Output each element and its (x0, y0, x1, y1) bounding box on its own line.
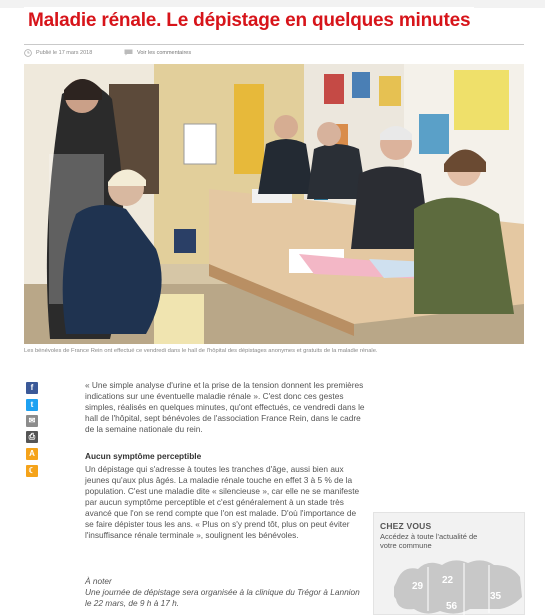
publish-label: Publié le (36, 50, 58, 56)
article-lead: « Une simple analyse d'urine et la prise de la tension donnent les premières indications sur une éventuelle maladie rénale ». C'est donc ces gestes simples, réalisés en quelques minutes, qu'ont effectués, ce vendredi dans le hall de l'hôpital, sept bénévoles de l'association France Rein, dans le cadre de la semaine nationale du rein. (85, 380, 365, 434)
chez-vous-widget[interactable] (373, 512, 525, 615)
comment-icon (124, 49, 133, 56)
map-label-56: 56 (446, 601, 458, 612)
chez-vous-title: CHEZ VOUS (380, 521, 432, 531)
article-meta (24, 44, 524, 60)
map-label-22: 22 (442, 575, 454, 586)
map-label-35: 35 (490, 591, 502, 602)
publish-date (36, 50, 92, 56)
article-title: Maladie rénale. Le dépistage en quelques minutes (24, 7, 474, 35)
article-subheading: Aucun symptôme perceptible (85, 451, 202, 461)
note-text: Une journée de dépistage sera organisée à la clinique du Trégor à Lannion le 22 mars, de 9 h à 17 h. (85, 587, 360, 608)
facebook-icon[interactable]: f (26, 382, 38, 394)
note-label: À noter (85, 576, 112, 586)
photo-caption: Les bénévoles de France Rein ont effectué ce vendredi dans le hall de l'hôpital des dépistages anonymes et gratuits de la maladie rénale. (24, 348, 378, 354)
chez-vous-text: Accédez à toute l'actualité de votre commune (380, 532, 478, 550)
comments-link[interactable]: Voir les commentaires (137, 50, 192, 56)
email-icon[interactable]: ✉ (26, 415, 38, 427)
map-label-29: 29 (412, 581, 424, 592)
night-mode-icon[interactable]: ☾ (26, 465, 38, 477)
article-note (85, 576, 365, 609)
article-body: Un dépistage qui s'adresse à toutes les tranches d'âge, aussi bien aux jeunes qu'aux plus âgés. La maladie rénale touche en effet 3 à 5 % de la population. C'est une maladie dite « silencieuse », car elle ne se manifeste par aucun symptôme perceptible et c'est généralement à un stade très avancé que l'on se rend compte que l'on est malade. D'où l'importance de se faire dépister tous les ans. « Plus on s'y prend tôt, plus on peut éviter l'insuffisance rénale terminale », soulignent les bénévoles. (85, 464, 360, 540)
print-icon[interactable]: ⎙ (26, 431, 38, 443)
clock-icon (24, 49, 32, 57)
brittany-map[interactable] (394, 557, 524, 615)
article-photo (24, 64, 524, 344)
publish-date-value: 17 mars 2018 (58, 50, 93, 56)
font-size-icon[interactable]: A (26, 448, 38, 460)
twitter-icon[interactable]: t (26, 399, 38, 411)
